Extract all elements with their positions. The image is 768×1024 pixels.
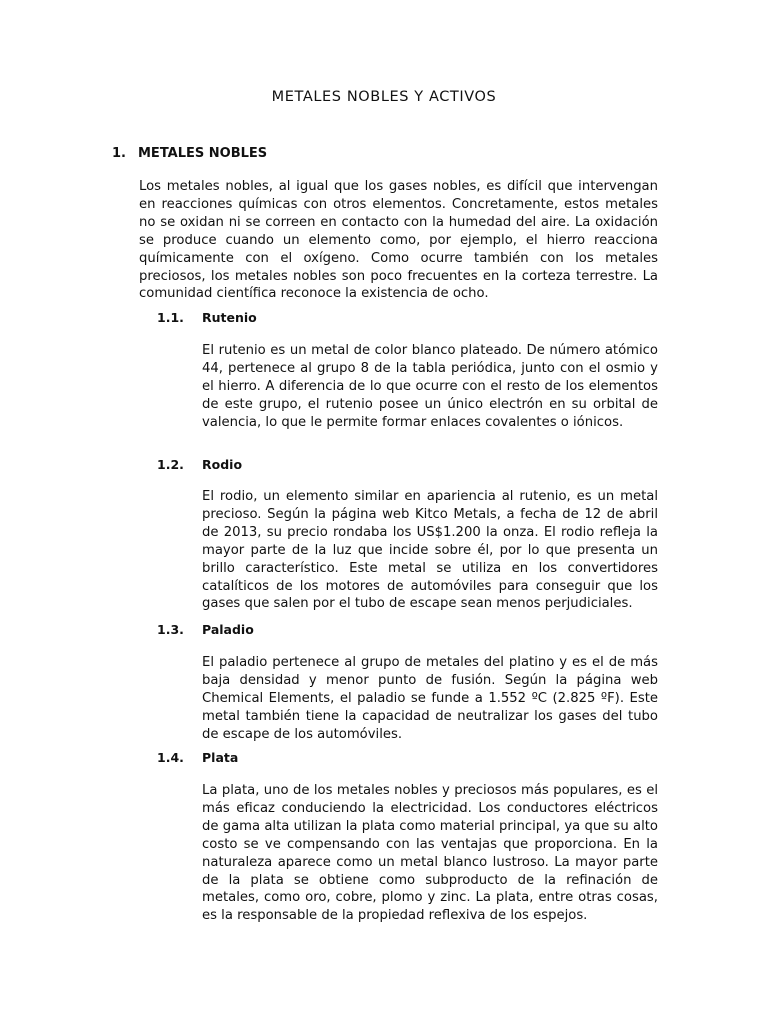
subsection-number: 1.2. [157, 457, 184, 472]
subsection-number: 1.1. [157, 310, 184, 325]
subsection-title: Paladio [202, 622, 254, 637]
document-title: METALES NOBLES Y ACTIVOS [271, 89, 497, 105]
section-title: METALES NOBLES [138, 146, 268, 161]
subsection-heading-paladio [157, 622, 254, 637]
subsection-title: Plata [202, 750, 239, 765]
subsection-paragraph-rodio: El rodio, un elemento similar en apariencia al rutenio, es un metal precioso. Según la página web Kitco Metals, a fecha de 12 de abril de 2013, su precio rondaba los US$1.200 la onza. El rodio refleja la mayor parte de la luz que incide sobre él, por lo que presenta un brillo característico. Este metal se utiliza en los convertidores catalíticos de los motores de automóviles para conseguir que los gases que salen por el tubo de escape sean menos perjudiciales. [202, 489, 658, 612]
subsection-heading-plata [157, 750, 238, 765]
section-number: 1. [112, 146, 126, 161]
subsection-heading-rodio [157, 457, 242, 472]
subsection-number: 1.4. [157, 750, 184, 765]
subsection-heading-rutenio [157, 310, 257, 325]
section-intro-paragraph: Los metales nobles, al igual que los gases nobles, es difícil que intervengan en reacciones químicas con otros elementos. Concretamente, estos metales no se oxidan ni se correen en contacto con la humedad del aire. La oxidación se produce cuando un elemento como, por ejemplo, el hierro reacciona químicamente con el oxígeno. Como ocurre también con los metales preciosos, los metales nobles son poco frecuentes en la corteza terrestre. La comunidad científica reconoce la existencia de ocho. [139, 179, 658, 302]
section-heading [112, 146, 267, 161]
subsection-paragraph-plata: La plata, uno de los metales nobles y preciosos más populares, es el más eficaz conduciendo la electricidad. Los conductores eléctricos de gama alta utilizan la plata como material principal, ya que su alto costo se ve compensando con las ventajas que proporciona. En la naturaleza aparece como un metal blanco lustroso. La mayor parte de la plata se obtiene como subproducto de la refinación de metales, como oro, cobre, plomo y zinc. La plata, entre otras cosas, es la responsable de la propiedad reflexiva de los espejos. [202, 783, 658, 924]
subsection-title: Rodio [202, 457, 243, 472]
subsection-paragraph-paladio: El paladio pertenece al grupo de metales del platino y es el de más baja densidad y menor punto de fusión. Según la página web Chemical Elements, el paladio se funde a 1.552 ºC (2.825 ºF). Este metal también tiene la capacidad de neutralizar los gases del tubo de escape de los automóviles. [202, 655, 658, 742]
subsection-paragraph-rutenio: El rutenio es un metal de color blanco plateado. De número atómico 44, pertenece al grupo 8 de la tabla periódica, junto con el osmio y el hierro. A diferencia de lo que ocurre con el resto de los elementos de este grupo, el rutenio posee un único electrón en su orbital de valencia, lo que le permite formar enlaces covalentes o iónicos. [202, 343, 658, 430]
subsection-title: Rutenio [202, 310, 257, 325]
subsection-number: 1.3. [157, 622, 184, 637]
